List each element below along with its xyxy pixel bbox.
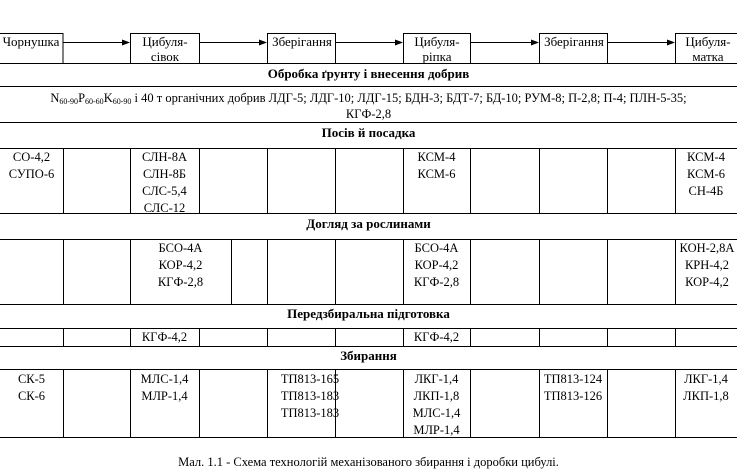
machine-label: КОН-2,8А <box>679 241 735 255</box>
machine-label: КОР-4,2 <box>414 258 459 272</box>
figure-caption: Мал. 1.1 - Схема технологій механізованого збирання і доробки цибулі. <box>178 455 559 469</box>
machine-label: СЛН-8А <box>142 150 187 164</box>
machine-label: СО-4,2 <box>12 150 51 164</box>
stage-label-tsybulia-ripka: Цибуля-ріпка <box>414 34 460 64</box>
preharvest-cell-tsybulia-sivok <box>130 329 199 346</box>
machine-label: КГФ-4,2 <box>141 330 188 344</box>
section-preharvest-header: Передзбиральна підготовка <box>287 306 450 321</box>
fertilizer-line <box>0 90 737 106</box>
machine-label: ТП813-126 <box>543 389 603 403</box>
section-sowing-header: Посів й посадка <box>321 125 416 140</box>
machine-label: СН-4Б <box>688 184 724 198</box>
fert-k: K <box>103 91 113 105</box>
sowing-cell-tsybulia-sivok <box>130 149 199 217</box>
machine-label: КГФ-4,2 <box>413 330 460 344</box>
preharvest-cell-tsybulia-ripka <box>403 329 470 346</box>
harvest-cell-chornushka <box>0 371 63 405</box>
sowing-cell-tsybulia-ripka <box>403 149 470 183</box>
machine-label: ТП813-183 <box>280 389 340 403</box>
care-cell-tsybulia-ripka <box>403 240 470 291</box>
machine-label: КСМ-6 <box>687 167 725 181</box>
machine-label: КСМ-6 <box>417 167 456 181</box>
machine-label: ЛКГ-1,4 <box>414 372 459 386</box>
machine-label: КОР-4,2 <box>158 258 203 272</box>
machine-label: СЛС-12 <box>143 201 186 215</box>
harvest-cell-tsybulia-matka <box>675 371 737 405</box>
sowing-cell-tsybulia-matka <box>675 149 737 200</box>
machine-label: СЛС-5,4 <box>142 184 187 198</box>
machine-label: МЛР-1,4 <box>413 423 460 437</box>
fert-p: P <box>78 91 86 105</box>
section-harvest-header: Збирання <box>340 348 397 363</box>
fert-n-dose: 60-90 <box>59 97 79 106</box>
harvest-cell-tsybulia-ripka <box>403 371 470 439</box>
fert-n: N <box>50 91 60 105</box>
machine-label: МЛС-1,4 <box>412 406 461 420</box>
machine-label: СК-5 <box>17 372 46 386</box>
stage-label-zberihannia-2: Зберігання <box>544 34 604 49</box>
stage-label-zberihannia-1: Зберігання <box>272 34 332 49</box>
fert-k-dose: 60-90 <box>112 97 132 106</box>
harvest-cell-zberihannia-1 <box>267 371 353 422</box>
care-cell-tsybulia-matka <box>677 240 737 291</box>
machine-label: МЛС-1,4 <box>140 372 189 386</box>
machine-label: СК-6 <box>17 389 46 403</box>
stage-label-tsybulia-sivok: Цибуля-сівок <box>142 34 188 64</box>
machine-label: БСО-4А <box>414 241 459 255</box>
fert-p-dose: 60-60 <box>85 97 104 106</box>
machine-label: МЛР-1,4 <box>141 389 188 403</box>
machine-label: СЛН-8Б <box>142 167 187 181</box>
machine-label: БСО-4А <box>158 241 203 255</box>
harvest-cell-tsybulia-sivok <box>130 371 199 405</box>
machine-label: ЛКП-1,8 <box>413 389 460 403</box>
machine-label: КСМ-4 <box>417 150 456 164</box>
stage-label-chornushka: Чорнушка <box>2 34 60 49</box>
section-care-header: Догляд за рослинами <box>306 216 431 231</box>
machine-label: КОР-4,2 <box>685 275 729 289</box>
section-soil-header: Обробка ґрунту і внесення добрив <box>267 66 470 81</box>
fert-machines: і 40 т органічних добрив ЛДГ-5; ЛДГ-10; ЛДГ-15; БДН-3; БДТ-7; БД-10; РУМ-8; П-2,8; П-4; ПЛН-5-35; <box>131 91 687 105</box>
machine-label: ТП813-124 <box>543 372 603 386</box>
machine-label: КГФ-2,8 <box>413 275 460 289</box>
sowing-cell-chornushka <box>0 149 63 183</box>
harvest-cell-zberihannia-2 <box>539 371 607 405</box>
care-cell-tsybulia-sivok <box>130 240 231 291</box>
machine-label: СУПО-6 <box>8 167 55 181</box>
fertilizer-line-2: КГФ-2,8 <box>345 107 392 121</box>
machine-label: ТП813-165 <box>280 372 340 386</box>
machine-label: КСМ-4 <box>687 150 725 164</box>
machine-label: ЛКГ-1,4 <box>684 372 728 386</box>
machine-label: ЛКП-1,8 <box>683 389 729 403</box>
machine-label: КГФ-2,8 <box>157 275 204 289</box>
stage-label-tsybulia-matka: Цибуля-матка <box>685 34 731 64</box>
machine-label: ТП813-183 <box>280 406 340 420</box>
machine-label: КРН-4,2 <box>684 258 730 272</box>
